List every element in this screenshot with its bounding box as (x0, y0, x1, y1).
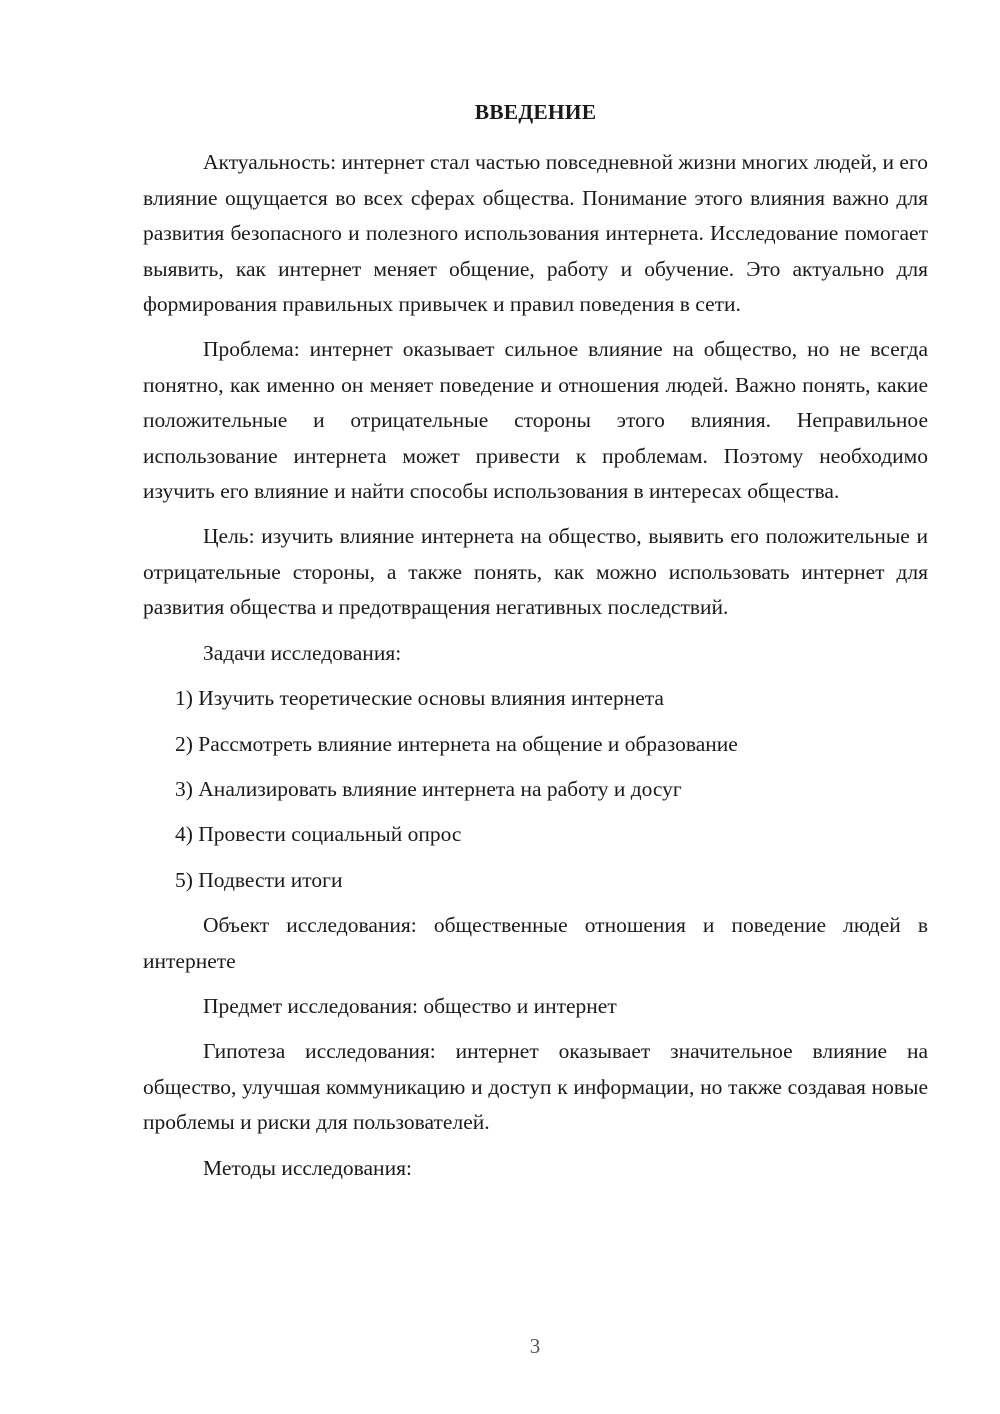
list-item: 5) Подвести итоги (175, 867, 343, 892)
list-item: 3) Анализировать влияние интернета на работу и досуг (175, 776, 682, 801)
object-paragraph: Объект исследования: общественные отношения и поведение людей в интернете (143, 913, 928, 973)
list-item: 4) Провести социальный опрос (175, 822, 462, 847)
list-item: 2) Рассмотреть влияние интернета на общение и образование (175, 731, 738, 756)
subject-paragraph: Предмет исследования: общество и интернет (203, 993, 617, 1018)
problem-paragraph: Проблема: интернет оказывает сильное влияние на общество, но не всегда понятно, как именно он меняет поведение и отношения людей. Важно понять, какие положительные и отрицательные стороны этого влияния. Неправильное использование интернета может привести к проблемам. Поэтому необходимо изучить его влияние и найти способы использования в интересах общества. (143, 337, 928, 504)
methods-heading: Методы исследования: (203, 1155, 412, 1180)
page-number: 3 (529, 1334, 541, 1358)
hypothesis-paragraph: Гипотеза исследования: интернет оказывает значительное влияние на общество, улучшая коммуникацию и доступ к информации, но также создавая новые проблемы и риски для пользователей. (143, 1039, 928, 1135)
relevance-paragraph: Актуальность: интернет стал частью повседневной жизни многих людей, и его влияние ощущается во всех сферах общества. Понимание этого влияния важно для развития безопасного и полезного использования интернета. Исследование помогает выявить, как интернет меняет общение, работу и обучение. Это актуально для формирования правильных привычек и правил поведения в сети. (143, 150, 928, 317)
tasks-heading: Задачи исследования: (203, 640, 402, 665)
section-title: ВВЕДЕНИЕ (474, 100, 597, 124)
document-page (143, 95, 928, 1196)
tasks-list (143, 681, 928, 898)
list-item: 1) Изучить теоретические основы влияния интернета (175, 686, 664, 711)
goal-paragraph: Цель: изучить влияние интернета на общество, выявить его положительные и отрицательные стороны, а также понять, как можно использовать интернет для развития общества и предотвращения негативных последствий. (143, 524, 928, 620)
